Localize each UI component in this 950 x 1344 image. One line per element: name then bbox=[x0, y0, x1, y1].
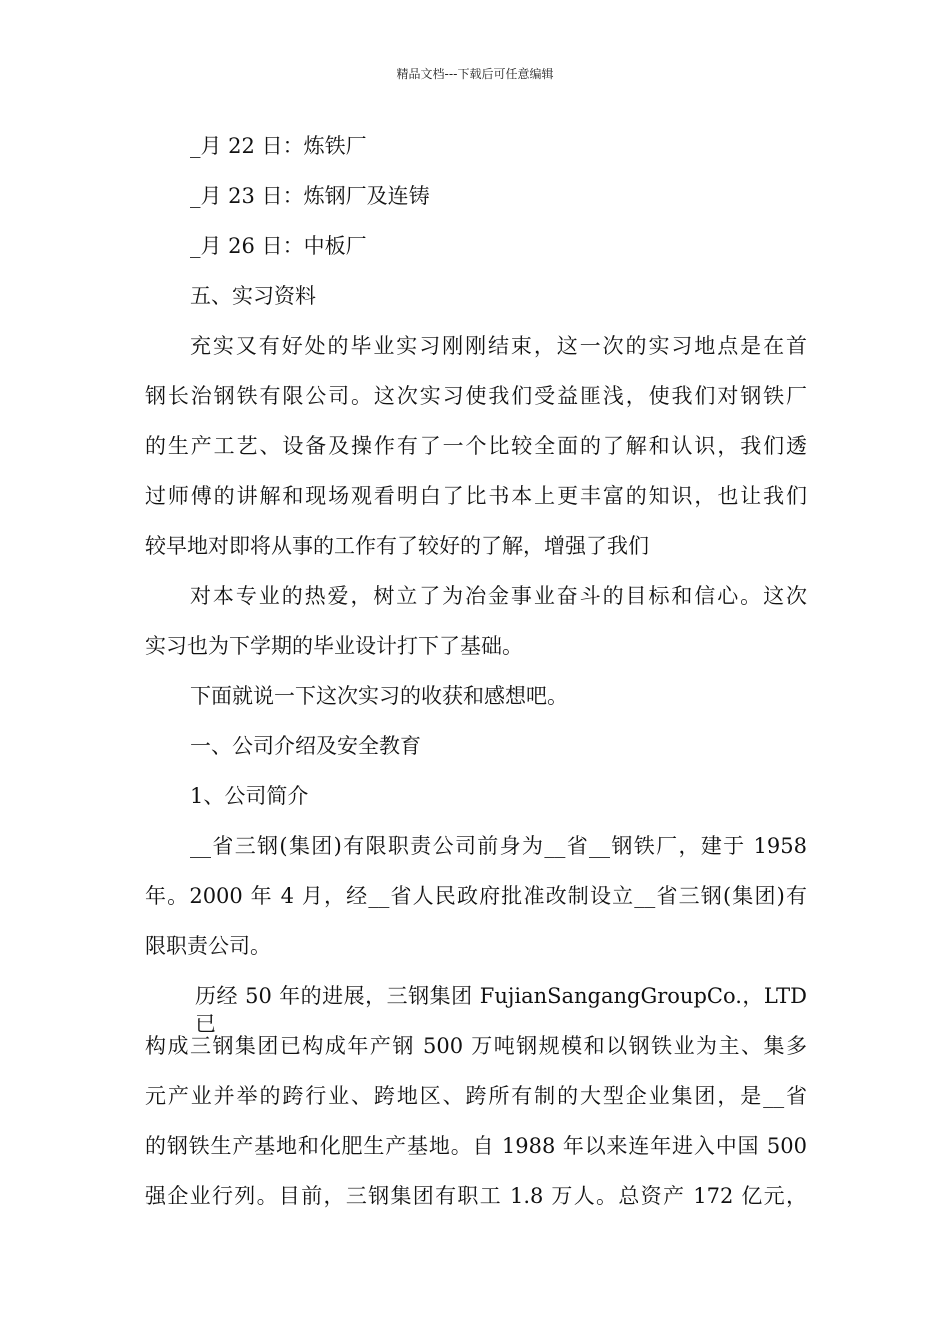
paragraph-line: 对本专业的热爱，树立了为冶金事业奋斗的目标和信心。这次 bbox=[190, 584, 807, 608]
paragraph-line: 较早地对即将从事的工作有了较好的了解，增强了我们 bbox=[145, 534, 649, 558]
paragraph-line: 充实又有好处的毕业实习刚刚结束，这一次的实习地点是在首 bbox=[190, 334, 807, 358]
paragraph-line: 过师傅的讲解和现场观看明白了比书本上更丰富的知识，也让我们 bbox=[145, 484, 807, 508]
paragraph-line: 构成三钢集团已构成年产钢 500 万吨钢规模和以钢铁业为主、集多 bbox=[145, 1034, 807, 1058]
paragraph-line: 强企业行列。目前，三钢集团有职工 1.8 万人。总资产 172 亿元， bbox=[145, 1184, 807, 1208]
document-body bbox=[145, 132, 807, 1232]
paragraph-line: 钢长治钢铁有限公司。这次实习使我们受益匪浅，使我们对钢铁厂 bbox=[145, 384, 807, 408]
paragraph-line: 元产业并举的跨行业、跨地区、跨所有制的大型企业集团，是__省 bbox=[145, 1084, 807, 1108]
section-heading: 一、公司介绍及安全教育 bbox=[190, 734, 421, 758]
paragraph-line: 实习也为下学期的毕业设计打下了基础。 bbox=[145, 634, 523, 658]
paragraph-line: __省三钢(集团)有限职责公司前身为__省__钢铁厂，建于 1958 bbox=[190, 834, 807, 858]
subsection-heading: 1、公司简介 bbox=[190, 784, 309, 808]
paragraph-line: 历经 50 年的进展，三钢集团 FujianSangangGroupCo.，LTD 已 bbox=[195, 984, 807, 1036]
schedule-line: _月 26 日：中板厂 bbox=[190, 234, 367, 258]
paragraph-line: 的钢铁生产基地和化肥生产基地。自 1988 年以来连年进入中国 500 bbox=[145, 1134, 807, 1158]
paragraph-line: 下面就说一下这次实习的收获和感想吧。 bbox=[190, 684, 568, 708]
schedule-line: _月 22 日：炼铁厂 bbox=[190, 134, 367, 158]
page-header: 精品文档---下载后可任意编辑 bbox=[396, 67, 554, 81]
section-heading: 五、实习资料 bbox=[190, 284, 316, 308]
paragraph-line: 的生产工艺、设备及操作有了一个比较全面的了解和认识，我们透 bbox=[145, 434, 807, 458]
paragraph-line: 年。2000 年 4 月，经__省人民政府批准改制设立__省三钢(集团)有 bbox=[145, 884, 807, 908]
paragraph-line: 限职责公司。 bbox=[145, 934, 271, 958]
schedule-line: _月 23 日：炼钢厂及连铸 bbox=[190, 184, 430, 208]
